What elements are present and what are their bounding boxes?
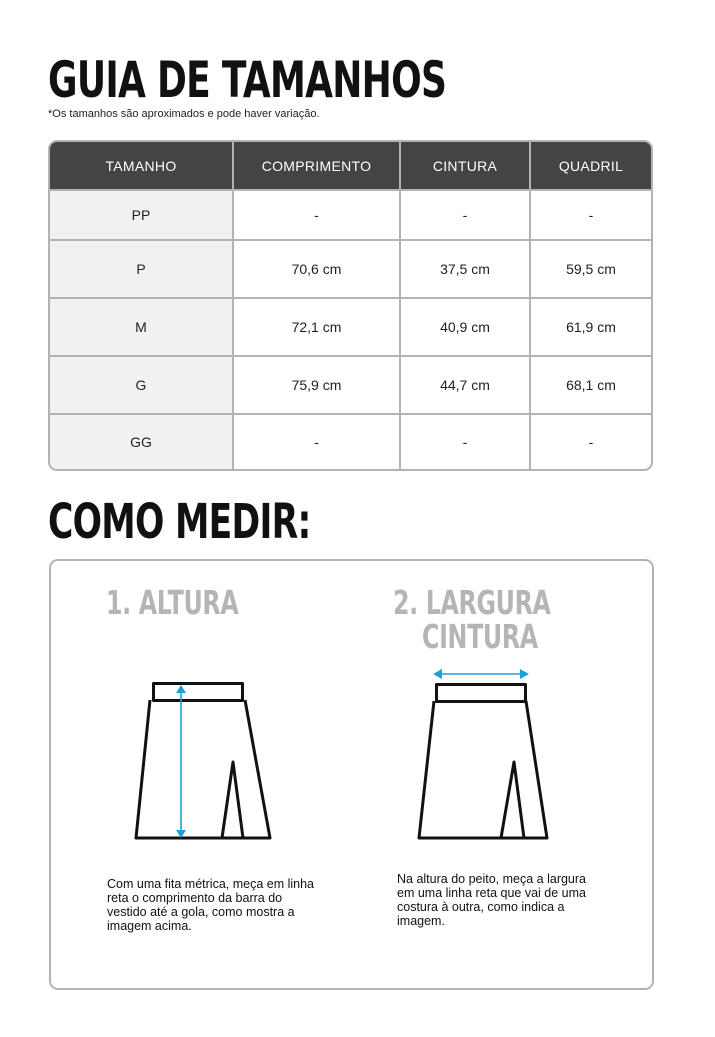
step-2-title-line1: 2. LARGURA [393, 583, 551, 622]
skirt-length-illustration [130, 680, 275, 842]
step-1-title: 1. ALTURA [106, 583, 239, 622]
hip-cell: - [530, 414, 651, 469]
waist-cell: 44,7 cm [400, 356, 530, 414]
waist-cell: - [400, 190, 530, 240]
column-header-size: TAMANHO [50, 142, 233, 190]
skirt-waist-illustration [414, 664, 559, 842]
size-cell: PP [50, 190, 233, 240]
skirt-outline [136, 684, 270, 839]
column-header-waist: CINTURA [400, 142, 530, 190]
column-header-hip: QUADRIL [530, 142, 651, 190]
hip-cell: 68,1 cm [530, 356, 651, 414]
length-cell: - [233, 190, 400, 240]
length-cell: 70,6 cm [233, 240, 400, 298]
page-title: GUIA DE TAMANHOS [48, 51, 447, 109]
step-2-title-line2: CINTURA [422, 617, 538, 656]
table-header-row [50, 142, 651, 190]
size-cell: GG [50, 414, 233, 469]
step-1-description: Com uma fita métrica, meça em linha reta o comprimento da barra do vestido até a gola, como mostra a imagem acima. [107, 877, 315, 933]
how-to-measure-title: COMO MEDIR: [48, 494, 311, 550]
column-header-length: COMPRIMENTO [233, 142, 400, 190]
size-cell: M [50, 298, 233, 356]
hip-cell: - [530, 190, 651, 240]
size-disclaimer: *Os tamanhos são aproximados e pode haver variação. [48, 108, 320, 120]
waist-arrow-icon [433, 669, 529, 679]
length-cell: 75,9 cm [233, 356, 400, 414]
table-row [50, 240, 651, 298]
table-row [50, 356, 651, 414]
waist-cell: - [400, 414, 530, 469]
hip-cell: 59,5 cm [530, 240, 651, 298]
length-cell: - [233, 414, 400, 469]
length-arrow-icon [176, 685, 186, 838]
waist-cell: 40,9 cm [400, 298, 530, 356]
table-row [50, 298, 651, 356]
size-cell: G [50, 356, 233, 414]
table-row [50, 190, 651, 240]
step-2-description: Na altura do peito, meça a largura em uma linha reta que vai de uma costura à outra, como indica a imagem. [397, 872, 586, 928]
skirt-outline [419, 685, 547, 839]
hip-cell: 61,9 cm [530, 298, 651, 356]
waist-cell: 37,5 cm [400, 240, 530, 298]
table-row [50, 414, 651, 469]
size-cell: P [50, 240, 233, 298]
size-table [48, 140, 653, 471]
length-cell: 72,1 cm [233, 298, 400, 356]
